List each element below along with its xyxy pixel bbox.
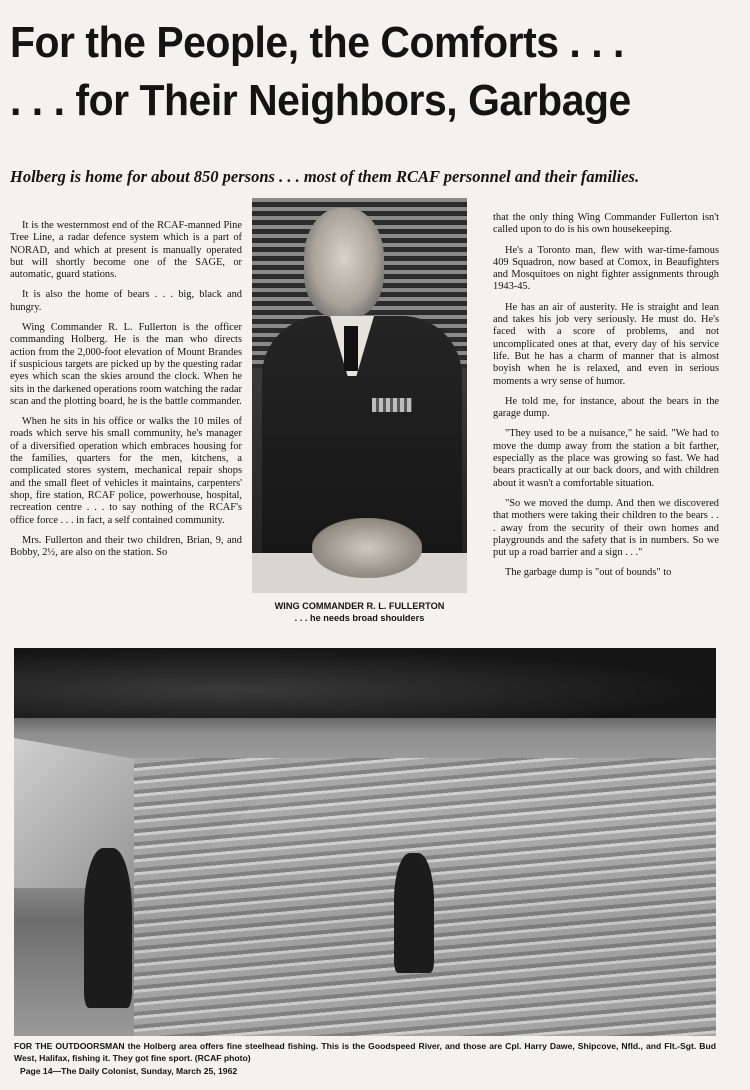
necktie [344, 326, 358, 371]
page-folio: Page 14—The Daily Colonist, Sunday, March 25, 1962 [20, 1066, 238, 1076]
paragraph: Wing Commander R. L. Fullerton is the officer commanding Holberg. He is the man who directs action from the 2,000-foot elevation of Mount Brandes if suspicious targets are picked up by the questing radar eyes which scan the skies around the clock. When he sits in the darkened operations room watching the radar scan and the plotting board, he is the battle commander. [10, 322, 242, 407]
hands [312, 518, 422, 578]
paragraph: that the only thing Wing Commander Fullerton isn't called upon to do is his own housekeeping. [493, 212, 719, 236]
paragraph: He has an air of austerity. He is straight and lean and takes his job very seriously. He must do. He's faced with a score of problems, and not uncomplicated ones at that, every day of his service life. But he has a charm of manner that is almost boyish when he is relaxed, and even in serious moments a wry sense of humor. [493, 301, 719, 387]
headline-line-1: For the People, the Comforts . . . [10, 18, 624, 67]
portrait-photo [252, 198, 467, 593]
paragraph: "They used to be a nuisance," he said. "We had to move the dump away from the station a bit farther, especially as the place was growing so fast. We had bears practically at our back doors, and with children about it wasn't a comfortable situation. [493, 428, 719, 489]
treeline [14, 648, 716, 718]
portrait-caption [252, 600, 467, 624]
headline-line-2: . . . for Their Neighbors, Garbage [10, 76, 631, 125]
river-photo [14, 648, 716, 1036]
portrait-caption-name: WING COMMANDER R. L. FULLERTON [274, 601, 445, 611]
officer-head [304, 208, 384, 318]
paragraph: "So we moved the dump. And then we discovered that mothers were taking their children to the bears . . . away from the security of their own homes and playgrounds and the safety that is in numbers. So we put up a road barrier and a sign . . ." [493, 497, 719, 559]
article-column-3 [493, 212, 719, 588]
river-caption: FOR THE OUTDOORSMAN the Holberg area offers fine steelhead fishing. This is the Goodspeed River, and those are Cpl. Harry Dawe, Shipcove, Nfld., and Flt.-Sgt. Bud West, Halifax, fishing it. They got fine sport. (RCAF photo) [14, 1041, 716, 1063]
headline [10, 14, 694, 130]
fisherman-left [84, 848, 132, 1008]
paragraph: When he sits in his office or walks the 10 miles of roads which serve his small community, he's manager of a diversified operation which embraces housing for the families, quarters for the men, kitchens, a complicated stores system, mechanical repair shops and the small fleet of vehicles it maintains, carpenters' shop, fire station, RCAF police, powerhouse, hospital, recreation centre . . . to say nothing of the RCAF's office force . . . in fact, a self contained community. [10, 416, 242, 526]
deck: Holberg is home for about 850 persons . . . most of them RCAF personnel and their families. [10, 167, 640, 186]
paragraph: It is also the home of bears . . . big, black and hungry. [10, 289, 242, 313]
fisherman-center [394, 853, 434, 973]
article-column-1 [10, 220, 242, 567]
paragraph: It is the westernmost end of the RCAF-manned Pine Tree Line, a radar defence system which is a part of NORAD, and which at present is manually operated but will shortly become one of the SAGE, or automatic, guard stations. [10, 220, 242, 281]
paragraph: Mrs. Fullerton and their two children, Brian, 9, and Bobby, 2½, are also on the station. So [10, 534, 242, 559]
paragraph: He's a Toronto man, flew with war-time-famous 409 Squadron, now based at Comox, in Beaufighters and Mosquitoes on night fighter assignments through 1943-45. [493, 244, 719, 293]
paragraph: He told me, for instance, about the bears in the garage dump. [493, 395, 719, 420]
medal-ribbons [372, 398, 412, 412]
paragraph: The garbage dump is "out of bounds" to [505, 567, 672, 579]
portrait-caption-sub: . . . he needs broad shoulders [294, 613, 425, 623]
